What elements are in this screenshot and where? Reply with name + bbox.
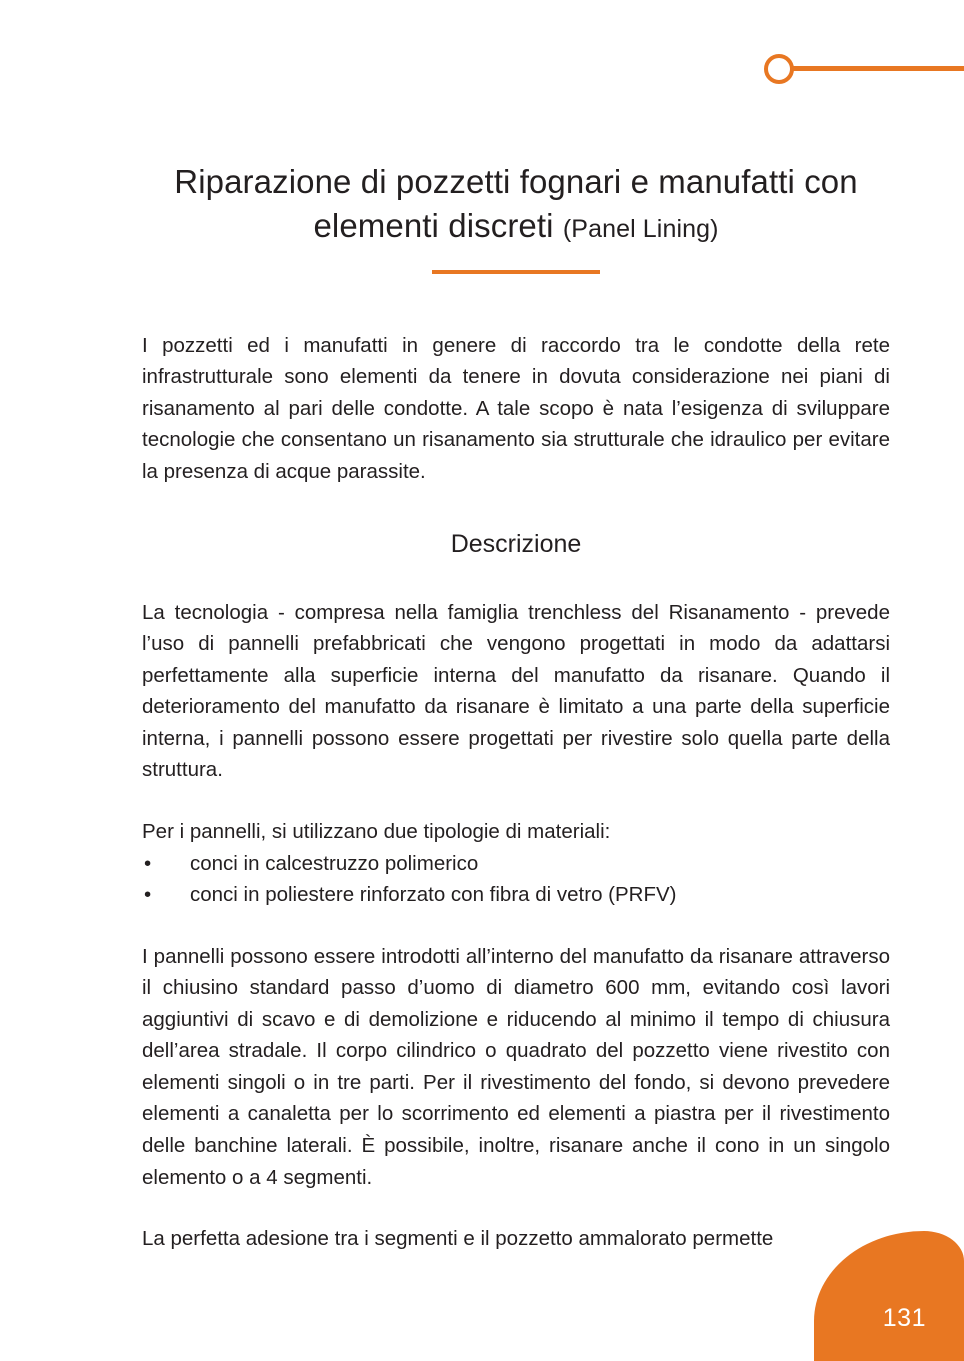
page-content <box>142 160 890 1255</box>
page-title-main: Riparazione di pozzetti fognari e manufatti con elementi discreti <box>174 163 858 244</box>
materials-list <box>142 848 890 911</box>
section-paragraph-4: La perfetta adesione tra i segmenti e il pozzetto ammalorato permette <box>142 1227 774 1251</box>
section-paragraph-3: I pannelli possono essere introdotti all’interno del manufatto da risanare attraverso il chiusino standard passo d’uomo di diametro 600 mm, evitando così lavori aggiuntivi di scavo e di demolizione e riducendo al minimo il tempo di chiusura dell’area stradale. Il corpo cilindrico o quadrato del pozzetto viene rivestito con elementi singoli o in tre parti. Per il rivestimento del fondo, si devono prevedere elementi a canaletta per lo scorrimento ed elementi a piastra per il rivestimento delle banchine laterali. È possibile, inoltre, risanare anche il cono in un singolo elemento o a 4 segmenti. <box>142 944 890 1189</box>
page-number: 131 <box>882 1304 926 1332</box>
circle-icon <box>764 54 794 84</box>
list-item <box>142 879 890 911</box>
section-paragraph-2: Per i pannelli, si utilizzano due tipologie di materiali: <box>142 819 611 843</box>
header-rule <box>792 66 964 71</box>
section-heading-descrizione: Descrizione <box>450 529 582 558</box>
intro-paragraph: I pozzetti ed i manufatti in genere di raccordo tra le condotte della rete infrastrutturale sono elementi da tenere in dovuta considerazione nei piani di risanamento al pari delle condotte. A tale scopo è nata l’esigenza di sviluppare tecnologie che consentano un risanamento sia strutturale che idraulico per evitare la presenza di acque parassite. <box>142 333 890 483</box>
list-item-label: conci in poliestere rinforzato con fibra di vetro (PRFV) <box>190 883 677 907</box>
bullet-icon: • <box>144 851 152 875</box>
header-decoration <box>764 48 964 94</box>
page-title <box>142 160 890 248</box>
section-paragraph-1: La tecnologia - compresa nella famiglia trenchless del Risanamento - prevede l’uso di pannelli prefabbricati che vengono progettati in modo da adattarsi perfettamente alla superficie interna del manufatto da risanare. Quando il deterioramento del manufatto da risanare è limitato a una parte della superficie interna, i pannelli possono essere progettati per rivestire solo quella parte della struttura. <box>142 600 890 782</box>
list-item-label: conci in calcestruzzo polimerico <box>190 851 479 875</box>
list-item <box>142 848 890 880</box>
bullet-icon: • <box>144 883 152 907</box>
page-title-parenthetical: (Panel Lining) <box>562 214 719 243</box>
